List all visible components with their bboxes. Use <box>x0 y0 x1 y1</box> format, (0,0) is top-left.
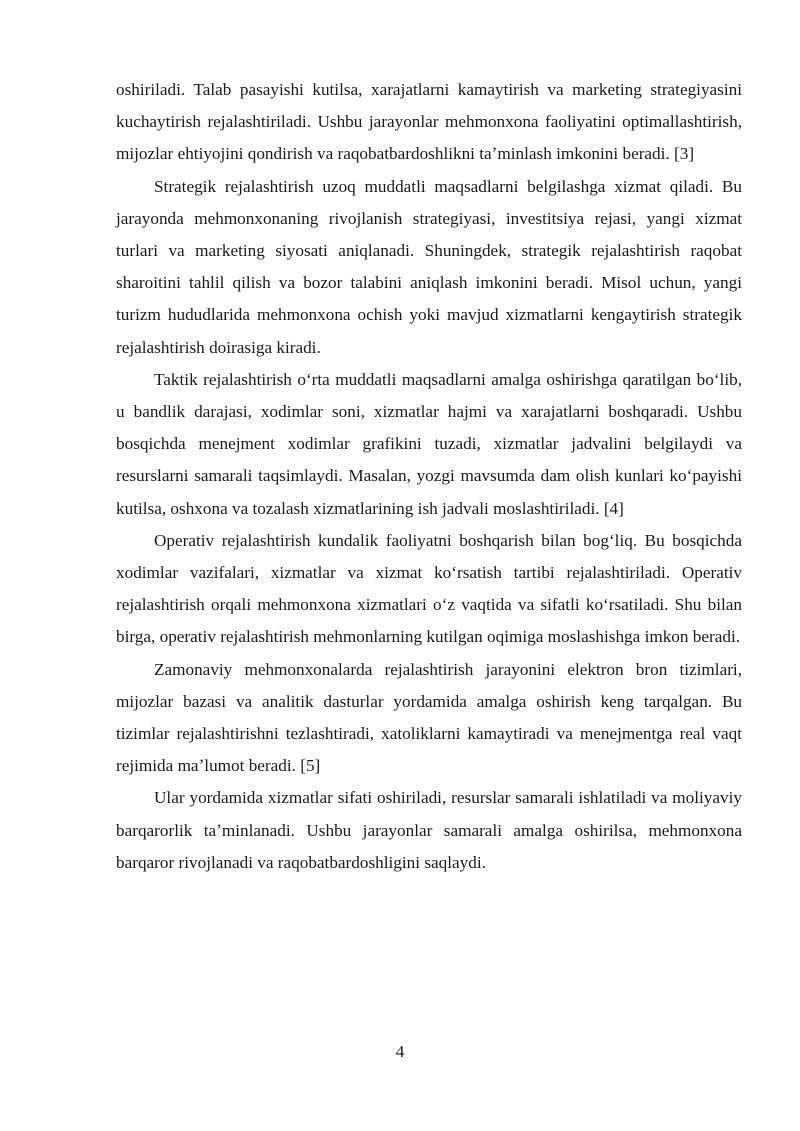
paragraph-strategic-planning: Strategik rejalashtirish uzoq muddatli maqsadlarni belgilashga xizmat qiladi. Bu jarayonda mehmonxonaning rivojlanish strategiyasi, investitsiya rejasi, yangi xizmat turlari va marketing siyosati aniqlanadi. Shuningdek, strategik rejalashtirish raqobat sharoitini tahlil qilish va bozor talabini aniqlash imkonini beradi. Misol uchun, yangi turizm hududlarida mehmonxona ochish yoki mavjud xizmatlarni kengaytirish strategik rejalashtirish doirasiga kiradi. <box>116 176 742 357</box>
page-number: 4 <box>395 1042 405 1061</box>
paragraph-modern-systems: Zamonaviy mehmonxonalarda rejalashtirish jarayonini elektron bron tizimlari, mijozlar bazasi va analitik dasturlar yordamida amalga oshirish keng tarqalgan. Bu tizimlar rejalashtirishni tezlashtiradi, xatoliklarni kamaytiradi va menejmentga real vaqt rejimida maʼlumot beradi. [5] <box>116 659 742 776</box>
paragraph-continuation: oshiriladi. Talab pasayishi kutilsa, xarajatlarni kamaytirish va marketing strategiyasini kuchaytirish rejalashtiriladi. Ushbu jarayonlar mehmonxona faoliyatini optimallashtirish, mijozlar ehtiyojini qondirish va raqobatbardoshlikni taʼminlash imkonini beradi. [3] <box>116 80 742 164</box>
body-text <box>116 74 742 879</box>
paragraph-conclusion: Ular yordamida xizmatlar sifati oshiriladi, resurslar samarali ishlatiladi va moliyaviy barqarorlik taʼminlanadi. Ushbu jarayonlar samarali amalga oshirilsa, mehmonxona barqaror rivojlanadi va raqobatbardoshligini saqlaydi. <box>116 788 742 872</box>
paragraph-operational-planning: Operativ rejalashtirish kundalik faoliyatni boshqarish bilan bogʻliq. Bu bosqichda xodimlar vazifalari, xizmatlar va xizmat koʻrsatish tartibi rejalashtiriladi. Operativ rejalashtirish orqali mehmonxona xizmatlari oʻz vaqtida va sifatli koʻrsatiladi. Shu bilan birga, operativ rejalashtirish mehmonlarning kutilgan oqimiga moslashishga imkon beradi. <box>116 530 742 647</box>
paragraph-tactical-planning: Taktik rejalashtirish oʻrta muddatli maqsadlarni amalga oshirishga qaratilgan boʻlib, u bandlik darajasi, xodimlar soni, xizmatlar hajmi va xarajatlarni boshqaradi. Ushbu bosqichda menejment xodimlar grafikini tuzadi, xizmatlar jadvalini belgilaydi va resurslarni samarali taqsimlaydi. Masalan, yozgi mavsumda dam olish kunlari koʻpayishi kutilsa, oshxona va tozalash xizmatlarining ish jadvali moslashtiriladi. [4] <box>116 369 742 518</box>
